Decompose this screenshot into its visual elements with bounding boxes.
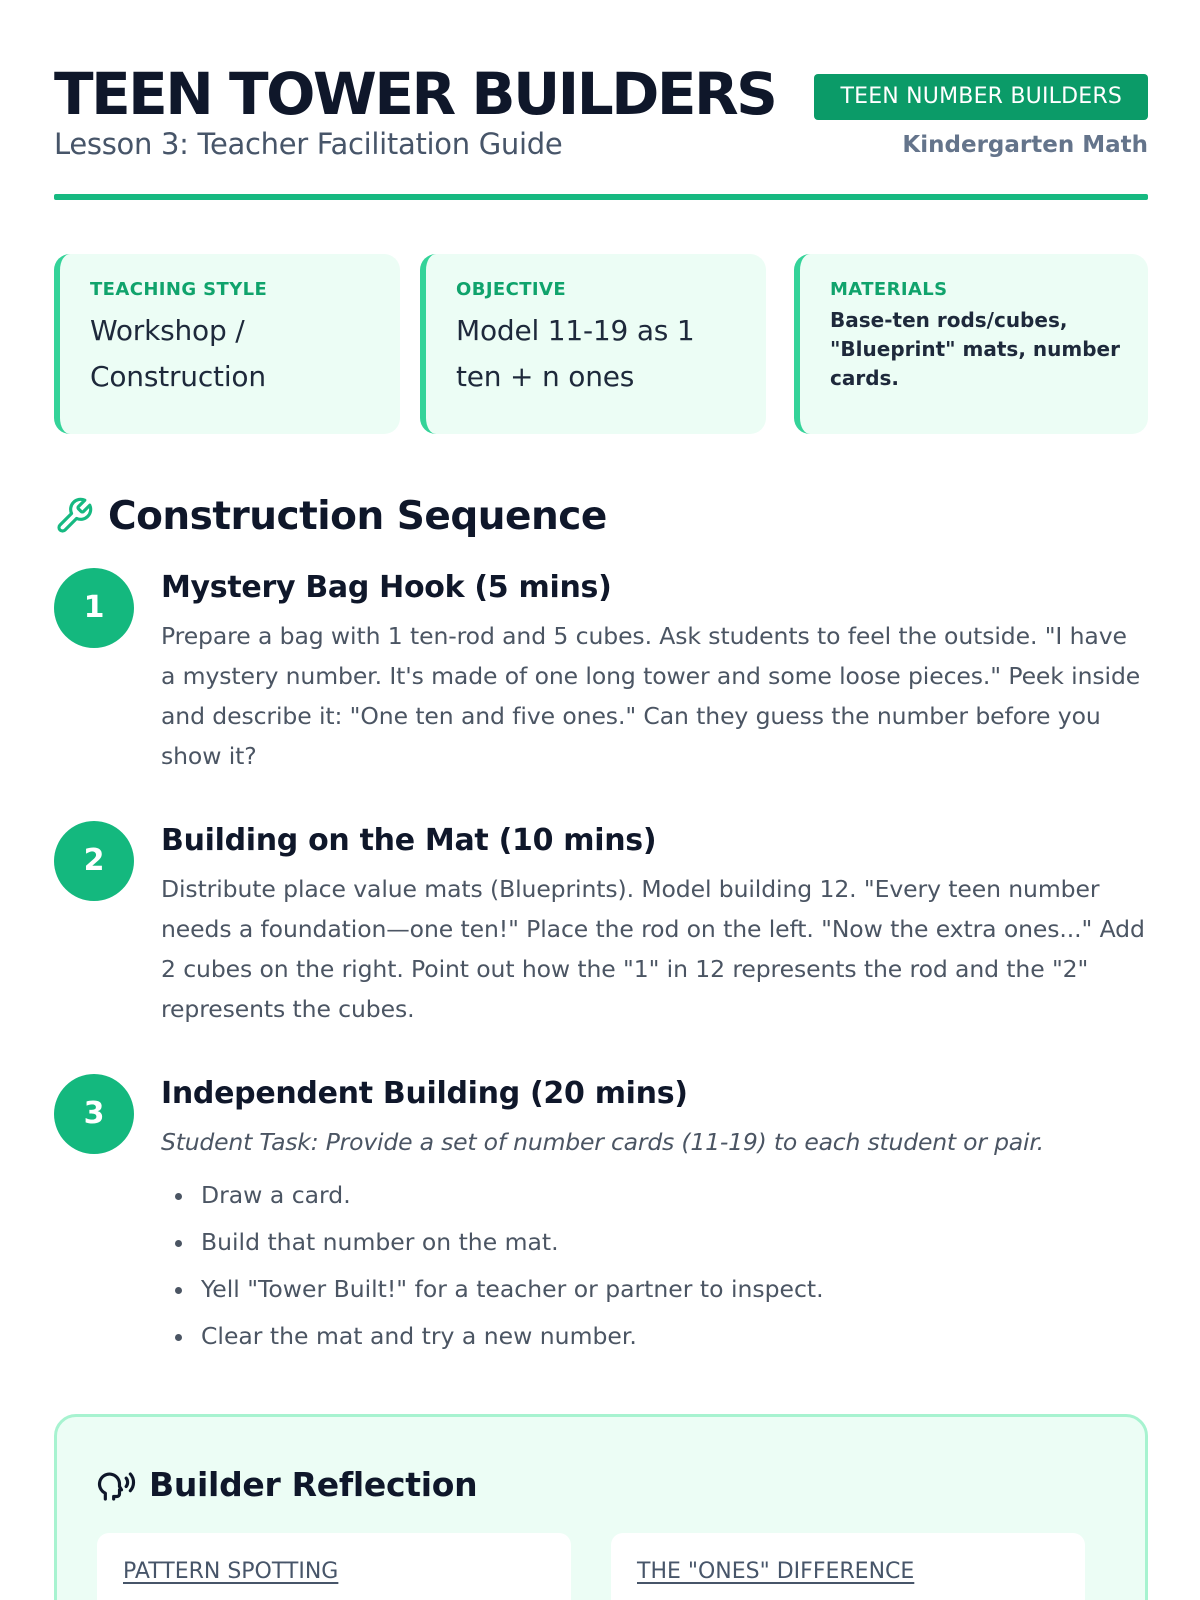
lesson-page	[54, 0, 1148, 1600]
ones-difference-card	[611, 1533, 1085, 1600]
list-item: Yell "Tower Built!" for a teacher or partner to inspect.	[161, 1266, 1148, 1313]
card-label: MATERIALS	[830, 279, 948, 300]
student-task: Student Task: Provide a set of number cards (11-19) to each student or pair.	[161, 1128, 1044, 1156]
card-value	[456, 308, 750, 400]
list-item: Build that number on the mat.	[161, 1219, 1148, 1266]
card-value-line: Construction	[90, 360, 266, 393]
step-3	[54, 1074, 1148, 1374]
step-2	[54, 821, 1148, 1031]
card-value	[90, 308, 384, 400]
info-cards	[54, 254, 1148, 434]
wrench-icon	[54, 496, 94, 536]
step-title: Mystery Bag Hook (5 mins)	[161, 570, 612, 605]
step-body	[161, 821, 1148, 1029]
materials-card	[794, 254, 1148, 434]
card-label: OBJECTIVE	[456, 279, 567, 300]
page-header	[54, 54, 1148, 200]
reflection-card-label: PATTERN SPOTTING	[123, 1559, 339, 1584]
step-description: Distribute place value mats (Blueprints). Model building 12. "Every teen number needs a foundation—one ten!" Place the rod on the left. "Now the extra ones..." Add 2 cubes on the right. Point out how the "1" in 12 represents the rod and the "2" represents the cubes.	[161, 875, 1145, 1023]
pattern-spotting-card	[97, 1533, 571, 1600]
step-body	[161, 1074, 1148, 1360]
card-value-line: Workshop /	[90, 314, 245, 347]
step-number-badge: 2	[54, 821, 134, 901]
list-item: Draw a card.	[161, 1172, 1148, 1219]
card-value-line: ten + n ones	[456, 360, 635, 393]
step-title: Building on the Mat (10 mins)	[161, 823, 657, 858]
reflection-heading	[97, 1461, 477, 1507]
step-number-badge: 3	[54, 1074, 134, 1154]
card-label: TEACHING STYLE	[90, 279, 268, 300]
objective-card	[420, 254, 766, 434]
step-title: Independent Building (20 mins)	[161, 1076, 688, 1111]
page-title: TEEN TOWER BUILDERS	[54, 60, 776, 128]
page-subtitle: Lesson 3: Teacher Facilitation Guide	[54, 127, 563, 161]
step-body	[161, 568, 1148, 776]
list-item: Clear the mat and try a new number.	[161, 1313, 1148, 1360]
section-heading	[54, 486, 607, 546]
step-1	[54, 568, 1148, 778]
speaking-head-icon	[97, 1464, 137, 1504]
teaching-style-card	[54, 254, 400, 434]
step-description: Prepare a bag with 1 ten-rod and 5 cubes. Ask students to feel the outside. "I have a mystery number. It's made of one long tower and some loose pieces." Peek inside and describe it: "One ten and five ones." Can they guess the number before you show it?	[161, 622, 1141, 770]
reflection-card-label: THE "ONES" DIFFERENCE	[637, 1559, 915, 1584]
card-value: Base-ten rods/cubes, "Blueprint" mats, number cards.	[830, 308, 1120, 390]
task-list	[161, 1172, 1148, 1360]
builder-reflection-panel	[54, 1414, 1148, 1600]
reflection-title: Builder Reflection	[149, 1464, 478, 1504]
grade-label: Kindergarten Math	[902, 132, 1148, 158]
card-value-line: Model 11-19 as 1	[456, 314, 695, 347]
step-number-badge: 1	[54, 568, 134, 648]
section-title: Construction Sequence	[108, 493, 607, 539]
header-divider	[54, 194, 1148, 200]
unit-badge: TEEN NUMBER BUILDERS	[814, 74, 1148, 120]
